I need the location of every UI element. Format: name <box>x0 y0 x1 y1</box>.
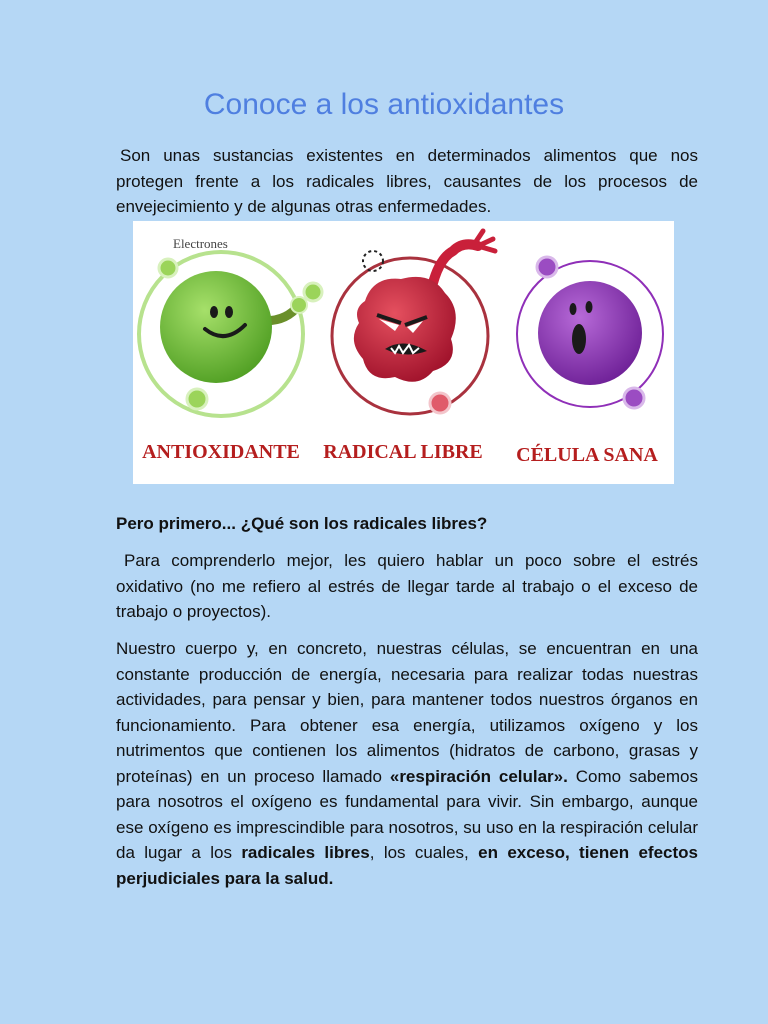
label-antioxidant: ANTIOXIDANTE <box>142 441 300 463</box>
healthy-cell-eye <box>586 301 593 313</box>
antioxidant-eye <box>210 306 218 318</box>
text-run: , los cuales, <box>369 843 479 862</box>
antioxidant-character <box>139 236 322 416</box>
cellular-respiration-paragraph <box>116 636 698 891</box>
free-radical-claws <box>475 231 495 251</box>
label-free-radical: RADICAL LIBRE <box>323 441 483 463</box>
electron-dot <box>304 283 322 301</box>
healthy-cell-mouth <box>572 324 586 354</box>
page-title: Conoce a los antioxidantes <box>203 88 565 121</box>
bold-term: radicales libres <box>241 843 370 862</box>
intro-paragraph: Son unas sustancias existentes en determinados alimentos que nos protegen frente a los radicales libres, causantes de los procesos de envejecimiento y de algunas otras enfermedades. <box>116 146 698 216</box>
illustration-svg <box>133 221 674 484</box>
antioxidant-eye <box>225 306 233 318</box>
section-heading: Pero primero... ¿Qué son los radicales libres? <box>116 514 488 533</box>
antioxidant-body <box>160 271 272 383</box>
free-radical-arm <box>431 244 478 291</box>
bold-term: «respiración celular». <box>389 766 568 786</box>
healthy-cell-body <box>538 281 642 385</box>
free-radical-body <box>354 277 456 382</box>
electron-dot <box>430 393 450 413</box>
free-radical-character <box>332 231 495 414</box>
electron-dot <box>187 389 207 409</box>
electron-dot <box>159 259 177 277</box>
text-run: Como sabemos para nosotros el oxígeno es fundamental para vivir. Sin embargo, aunque ese oxígeno es imprescindible para nosotros, su uso en la respiración celular da lugar a los <box>116 766 698 862</box>
label-healthy-cell: CÉLULA SANA <box>516 444 658 466</box>
healthy-cell-eye <box>570 303 577 315</box>
bold-term: en exceso, tienen efectos perjudiciales para la salud. <box>116 843 698 888</box>
text-run: Nuestro cuerpo y, en concreto, nuestras células, se encuentran en una constante producción de energía, necesaria para realizar todas nuestras actividades, para pensar y bien, para mantener todos nuestros órganos en funcionamiento. Para obtener esa energía, utilizamos oxígeno y los nutrimentos que contienen los alimentos (hidratos de carbono, grasas y proteínas) en un proceso llamado <box>116 639 698 786</box>
electron-dot <box>624 388 644 408</box>
electron-dot <box>291 297 307 313</box>
electron-dot <box>537 257 557 277</box>
antioxidant-illustration <box>133 221 674 484</box>
oxidative-stress-paragraph: Para comprenderlo mejor, les quiero hablar un poco sobre el estrés oxidativo (no me refiero al estrés de llegar tarde al trabajo o el exceso de trabajo o proyectos). <box>116 551 698 621</box>
healthy-cell-character <box>517 257 663 408</box>
electrons-label: Electrones <box>173 236 228 251</box>
